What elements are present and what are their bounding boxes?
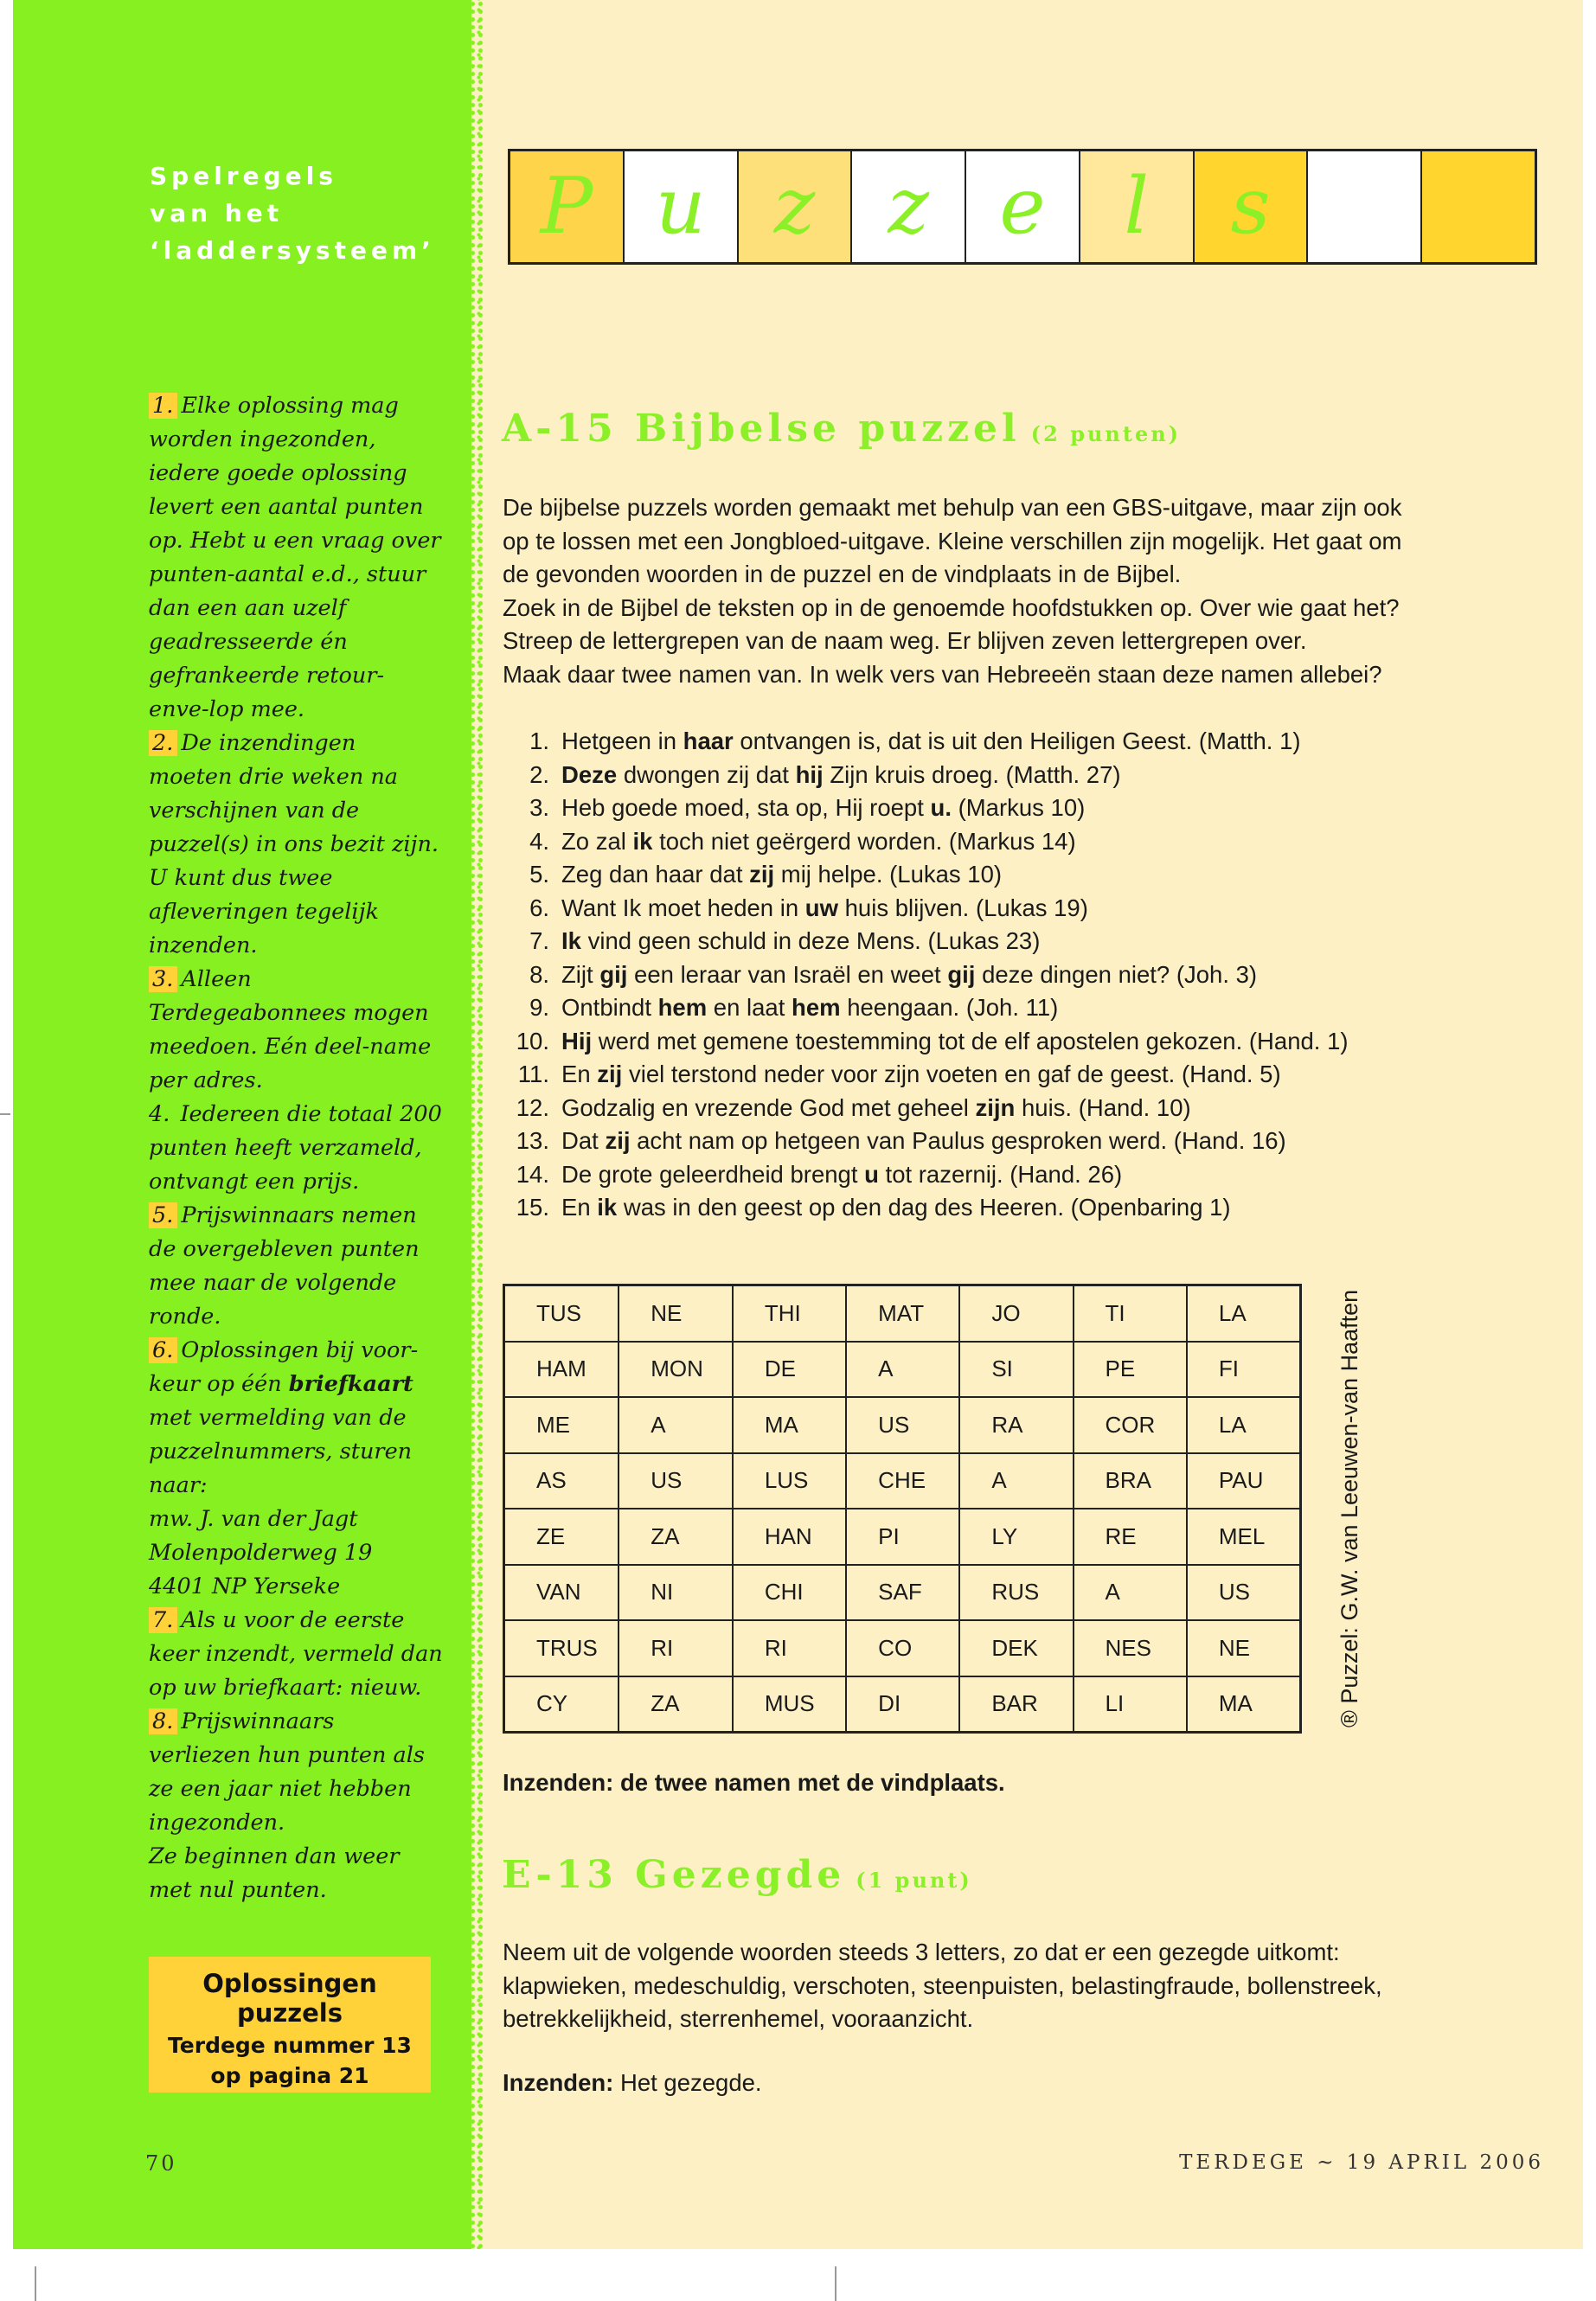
grid-cell: RI [619,1620,733,1676]
grid-cell: CO [846,1620,959,1676]
grid-cell: THI [733,1285,846,1342]
question-item [503,1125,1349,1158]
text-segment: Hetgeen in [561,727,683,754]
grid-cell: NI [619,1565,733,1621]
question-number: 4. [529,827,549,855]
question-item [503,892,1349,926]
grid-cell: BAR [959,1676,1073,1733]
banner-cell: z [852,151,966,262]
grid-cell: HAN [733,1509,846,1565]
question-text [561,1092,1191,1125]
grid-cell: ZA [619,1676,733,1733]
text-segment: deze dingen niet? (Joh. 3) [975,960,1258,988]
banner-cell: u [625,151,739,262]
text-segment: dwongen zij dat [617,760,796,788]
question-text [561,1025,1349,1059]
puzzle-e-intro: Neem uit de volgende woorden steeds 3 letters, zo dat er een gezegde uitkomt: klapwieken, medeschuldig, verschoten, steenpuisten, belastingfraude, bollenstreek, betrekkelijkheid, sterrenhemel, vooraanzicht. [503,1939,1382,2032]
grid-cell: JO [959,1285,1073,1342]
text-segment: toch niet geërgerd worden. (Markus 14) [652,827,1076,855]
question-item [503,792,1349,825]
grid-cell: HAM [504,1342,619,1398]
grid-cell: AS [504,1453,619,1509]
text-segment: Zijt [561,960,600,988]
grid-cell: BRA [1074,1453,1187,1509]
grid-cell: LA [1187,1285,1301,1342]
grid-cell: DEK [959,1620,1073,1676]
rule-6: 6. Oplossingen bij voor-keur op één briefkaart met vermelding van de puzzelnummers, sturen naar: mw. J. van der Jagt Molenpolderweg 19 4401 NP Yerseke [149,1334,443,1604]
question-number: 7. [529,927,549,954]
grid-row [504,1676,1301,1733]
question-number: 2. [529,760,549,788]
text-segment: Ontbindt [561,994,658,1021]
grid-cell: A [1074,1565,1187,1621]
grid-row [504,1285,1301,1342]
puzzle-e-heading: E-13 Gezegde (1 punt) [502,1853,972,1897]
rule-7: 7. Als u voor de eerste keer inzendt, vermeld dan op uw briefkaart: nieuw. [149,1607,443,1701]
question-text [561,892,1088,926]
question-number: 15. [516,1194,549,1221]
question-item [503,958,1349,992]
text-segment: acht nam op hetgeen van Paulus gesproken werd. (Hand. 16) [630,1127,1286,1154]
text-segment: Want Ik moet heden in [561,894,805,921]
grid-cell: A [959,1453,1073,1509]
question-item [503,991,1349,1025]
question-text [561,925,1040,958]
crop-mark [35,2266,36,2301]
rule-8: 8. Prijswinnaars verliezen hun punten als ze een jaar niet hebben ingezonden. Ze beginnen dan weer met nul punten. [149,1705,443,1907]
grid-cell: PAU [1187,1453,1301,1509]
banner-cell: s [1195,151,1309,262]
text-segment: was in den geest op den dag des Heeren. (Openbaring 1) [617,1194,1231,1221]
address-line-1: mw. J. van der Jagt [149,1506,358,1532]
question-text [561,958,1257,992]
grid-cell: RUS [959,1565,1073,1621]
grid-cell: CY [504,1676,619,1733]
address-line-3: 4401 NP Yerseke [149,1574,341,1599]
text-segment: en laat [707,994,792,1021]
rule-3: 3. Alleen Terdegeabonnees mogen meedoen. Eén deel-name per adres. [149,966,432,1093]
question-text [561,725,1301,759]
rules-list [149,389,443,1907]
grid-cell: LY [959,1509,1073,1565]
question-number: 14. [516,1160,549,1188]
question-item [503,725,1349,759]
question-number: 3. [529,794,549,821]
address-line-2: Molenpolderweg 19 [149,1540,373,1566]
banner-cell [1422,151,1535,262]
grid-cell: TI [1074,1285,1187,1342]
grid-cell: RE [1074,1509,1187,1565]
question-text [561,792,1085,825]
text-segment: Godzalig en vrezende God met geheel [561,1093,976,1121]
text-segment: huis. (Hand. 10) [1015,1093,1191,1121]
puzzle-a-intro: De bijbelse puzzels worden gemaakt met behulp van een GBS-uitgave, maar zijn ook op te lossen met een Jongbloed-uitgave. Kleine verschillen zijn mogelijk. Het gaat om de gevonden woorden in de puzzel en de vindplaats in de Bijbel. Zoek in de Bijbel de teksten op in de genoemde hoofdstukken op. Over wie gaat het? Streep de lettergrepen van de naam weg. Er blijven zeven lettergrepen over. Maak daar twee namen van. In welk vers van Hebreeën staan deze namen allebei? [503,494,1402,688]
bold-word: gij [947,960,976,988]
puzzle-credit: ® Puzzel: G.W. van Leeuwen-van Haaften [1336,1289,1362,1727]
grid-cell: MEL [1187,1509,1301,1565]
grid-cell: PI [846,1509,959,1565]
puzzle-a-heading: A-15 Bijbelse puzzel (2 punten) [502,407,1182,451]
question-item [503,1191,1349,1225]
grid-cell: MON [619,1342,733,1398]
question-text [561,1191,1231,1225]
grid-cell: TRUS [504,1620,619,1676]
puzzle-e-send-instructions: Inzenden: Het gezegde. [503,2069,762,2096]
grid-cell: NES [1074,1620,1187,1676]
question-number: 5. [529,861,549,888]
bold-word: zij [597,1061,623,1087]
rule-1: 1. Elke oplossing mag worden ingezonden, iedere goede oplossing levert een aantal punten op. Hebt u een vraag over punten-aantal e.d., stuur dan een aan uzelf geadresseerde én gefrankeerde retour-enve-lop mee. [149,393,441,722]
bold-word: u [864,1160,879,1188]
text-segment: viel terstond neder voor zijn voeten en gaf de geest. (Hand. 5) [622,1061,1281,1087]
grid-cell: COR [1074,1397,1187,1453]
grid-row [504,1342,1301,1398]
crop-mark [835,2266,836,2301]
question-number: 13. [516,1127,549,1154]
bold-word: haar [683,727,734,754]
grid-cell: SAF [846,1565,959,1621]
question-number: 11. [517,1061,549,1087]
question-item [503,825,1349,859]
grid-row [504,1509,1301,1565]
question-number: 6. [529,894,549,921]
banner-cell: z [739,151,853,262]
grid-cell: US [1187,1565,1301,1621]
bold-word: gij [599,960,628,988]
grid-cell: MA [733,1397,846,1453]
magazine-page [13,0,1583,2249]
grid-cell: LUS [733,1453,846,1509]
question-list [503,725,1349,1225]
grid-cell: US [619,1453,733,1509]
banner-cell: l [1080,151,1195,262]
grid-cell: DI [846,1676,959,1733]
text-segment: Zijn kruis droeg. (Matth. 27) [823,760,1121,788]
text-segment: Zo zal [561,827,633,855]
bold-word: zij [749,861,775,888]
rule-4: 4. Iedereen die totaal 200 punten heeft verzameld, ontvangt een prijs. [149,1101,442,1195]
bold-word: u. [930,794,952,821]
bold-word: zij [605,1127,631,1154]
text-segment: En [561,1061,598,1087]
bold-word: Hij [561,1027,593,1054]
grid-cell: RI [733,1620,846,1676]
grid-cell: PE [1074,1342,1187,1398]
bold-word: uw [804,894,838,921]
question-text [561,1125,1286,1158]
banner-cell: P [510,151,625,262]
sidebar-title: Spelregels van het ‘laddersysteem’ [150,162,435,265]
grid-cell: LI [1074,1676,1187,1733]
grid-cell: ZE [504,1509,619,1565]
crop-mark [0,1113,10,1115]
rule-2: 2. De inzendingen moeten drie weken na verschijnen van de puzzel(s) in ons bezit zijn. U kunt dus twee afleveringen tegelijk inzenden. [149,730,439,958]
question-number: 1. [529,727,549,754]
question-item [503,1025,1349,1059]
text-segment: huis blijven. (Lukas 19) [837,894,1088,921]
puzzle-a-send-instructions: Inzenden: de twee namen met de vindplaats. [503,1769,1005,1796]
grid-cell: FI [1187,1342,1301,1398]
question-text [561,825,1076,859]
question-item [503,858,1349,892]
bold-word: hij [795,760,824,788]
text-segment: heengaan. (Joh. 11) [840,994,1059,1021]
syllable-grid [503,1284,1302,1734]
question-text [561,1158,1122,1192]
question-number: 12. [516,1093,549,1121]
grid-cell: ZA [619,1509,733,1565]
grid-cell: TUS [504,1285,619,1342]
question-number: 10. [516,1027,549,1054]
grid-row [504,1620,1301,1676]
question-item [503,759,1349,792]
banner-cell: e [966,151,1080,262]
grid-cell: RA [959,1397,1073,1453]
question-item [503,1058,1349,1092]
grid-cell: US [846,1397,959,1453]
rule-5: 5. Prijswinnaars nemen de overgebleven punten mee naar de volgende ronde. [149,1202,420,1330]
question-number: 9. [529,994,549,1021]
rule-8-extra: Ze beginnen dan weer met nul punten. [149,1843,400,1903]
bold-word: Deze [561,760,618,788]
bold-word: zijn [975,1093,1016,1121]
text-segment: En [561,1194,598,1221]
text-segment: Dat [561,1127,606,1154]
grid-cell: A [619,1397,733,1453]
grid-row [504,1397,1301,1453]
question-number: 8. [529,960,549,988]
grid-cell: ME [504,1397,619,1453]
bold-word: hem [792,994,841,1021]
bold-word: hem [657,994,708,1021]
grid-cell: A [846,1342,959,1398]
grid-cell: LA [1187,1397,1301,1453]
question-item [503,1092,1349,1125]
grid-row [504,1565,1301,1621]
question-text [561,858,1002,892]
grid-cell: MAT [846,1285,959,1342]
footer-issue: TERDEGE ~ 19 APRIL 2006 [1179,2151,1544,2174]
grid-cell: SI [959,1342,1073,1398]
text-segment: werd met gemene toestemming tot de elf apostelen gekozen. (Hand. 1) [592,1027,1349,1054]
question-item [503,925,1349,958]
question-item [503,1158,1349,1192]
question-text [561,1058,1281,1092]
text-segment: vind geen schuld in deze Mens. (Lukas 23) [580,927,1041,954]
text-segment: tot razernij. (Hand. 26) [878,1160,1123,1188]
text-segment: (Markus 10) [951,794,1086,821]
question-text [561,759,1121,792]
grid-row [504,1453,1301,1509]
text-segment: ontvangen is, dat is uit den Heiligen Geest. (Matth. 1) [733,727,1301,754]
puzzels-banner [508,149,1537,265]
grid-cell: NE [619,1285,733,1342]
bold-word: ik [597,1194,618,1221]
text-segment: mij helpe. (Lukas 10) [774,861,1003,888]
text-segment: Zeg dan haar dat [561,861,750,888]
bold-word: ik [632,827,653,855]
grid-cell: CHI [733,1565,846,1621]
banner-cell [1308,151,1422,262]
text-segment: De grote geleerdheid brengt [561,1160,865,1188]
text-segment: een leraar van Israël en weet [627,960,948,988]
solutions-box: Oplossingen puzzels Terdege nummer 13 op pagina 21 [149,1957,431,2093]
grid-cell: MA [1187,1676,1301,1733]
grid-cell: VAN [504,1565,619,1621]
page-number: 70 [145,2151,177,2176]
grid-cell: NE [1187,1620,1301,1676]
text-segment: Heb goede moed, sta op, Hij roept [561,794,931,821]
question-text [561,991,1058,1025]
bold-word: Ik [561,927,581,954]
rules-sidebar [13,0,471,2249]
grid-cell: DE [733,1342,846,1398]
grid-cell: CHE [846,1453,959,1509]
grid-cell: MUS [733,1676,846,1733]
